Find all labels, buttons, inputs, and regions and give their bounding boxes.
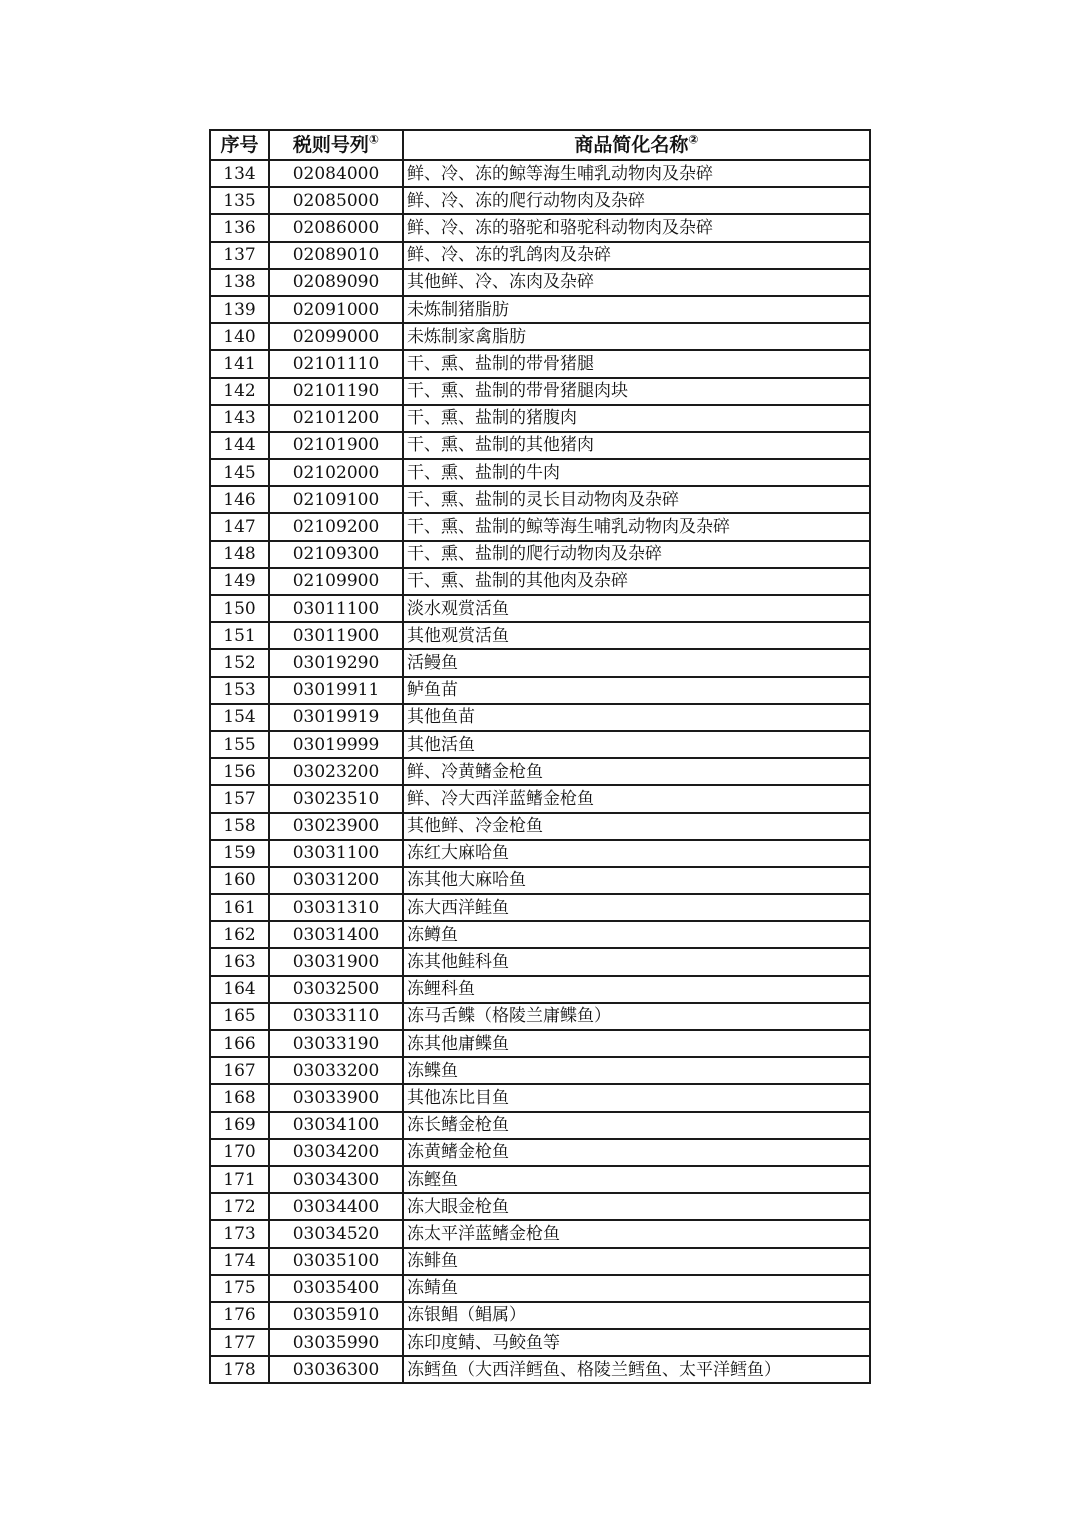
tariff-code: 03034520	[269, 1220, 403, 1247]
table-row	[210, 1166, 870, 1193]
tariff-table	[209, 129, 871, 1384]
tariff-code: 03019290	[269, 649, 403, 676]
product-name: 冻鳟鱼	[403, 921, 870, 948]
product-name: 冻大眼金枪鱼	[403, 1193, 870, 1220]
header-code-label: 税则号列	[292, 134, 369, 156]
tariff-code: 03019919	[269, 704, 403, 731]
row-index: 136	[210, 214, 269, 241]
table-row	[210, 486, 870, 513]
product-name: 鲜、冷、冻的鲸等海生哺乳动物肉及杂碎	[403, 160, 870, 187]
tariff-code: 03019999	[269, 731, 403, 758]
tariff-code: 03032500	[269, 976, 403, 1003]
tariff-code: 03034100	[269, 1112, 403, 1139]
row-index: 150	[210, 595, 269, 622]
row-index: 176	[210, 1302, 269, 1329]
product-name: 鲜、冷、冻的骆驼和骆驼科动物肉及杂碎	[403, 214, 870, 241]
product-name: 其他鱼苗	[403, 704, 870, 731]
row-index: 158	[210, 813, 269, 840]
product-name: 冻银鲳（鲳属）	[403, 1302, 870, 1329]
product-name: 鲜、冷、冻的乳鸽肉及杂碎	[403, 242, 870, 269]
table-row	[210, 758, 870, 785]
table-row	[210, 432, 870, 459]
row-index: 164	[210, 976, 269, 1003]
row-index: 154	[210, 704, 269, 731]
footnote-mark-2: ②	[688, 132, 699, 147]
table-row	[210, 1112, 870, 1139]
product-name: 活鳗鱼	[403, 649, 870, 676]
table-row	[210, 1003, 870, 1030]
row-index: 141	[210, 350, 269, 377]
product-name: 冻鲱鱼	[403, 1248, 870, 1275]
header-name-label: 商品简化名称	[574, 134, 689, 156]
product-name: 干、熏、盐制的爬行动物肉及杂碎	[403, 541, 870, 568]
row-index: 157	[210, 785, 269, 812]
product-name: 其他观赏活鱼	[403, 622, 870, 649]
product-name: 冻鲤科鱼	[403, 976, 870, 1003]
row-index: 140	[210, 323, 269, 350]
product-name: 冻长鳍金枪鱼	[403, 1112, 870, 1139]
row-index: 144	[210, 432, 269, 459]
tariff-code: 03031900	[269, 948, 403, 975]
header-row	[210, 130, 870, 160]
product-name: 干、熏、盐制的带骨猪腿肉块	[403, 378, 870, 405]
table-row	[210, 948, 870, 975]
table-row	[210, 187, 870, 214]
row-index: 134	[210, 160, 269, 187]
product-name: 冻其他鲑科鱼	[403, 948, 870, 975]
product-name: 干、熏、盐制的其他肉及杂碎	[403, 568, 870, 595]
table-row	[210, 1193, 870, 1220]
product-name: 干、熏、盐制的猪腹肉	[403, 405, 870, 432]
table-body	[210, 160, 870, 1383]
product-name: 冻太平洋蓝鳍金枪鱼	[403, 1220, 870, 1247]
product-name: 冻黄鳍金枪鱼	[403, 1139, 870, 1166]
product-name: 未炼制家禽脂肪	[403, 323, 870, 350]
tariff-code: 02101900	[269, 432, 403, 459]
row-index: 149	[210, 568, 269, 595]
tariff-code: 02089010	[269, 242, 403, 269]
row-index: 153	[210, 677, 269, 704]
row-index: 148	[210, 541, 269, 568]
row-index: 178	[210, 1356, 269, 1383]
table-row	[210, 350, 870, 377]
tariff-code: 02099000	[269, 323, 403, 350]
product-name: 其他鲜、冷金枪鱼	[403, 813, 870, 840]
table-row	[210, 622, 870, 649]
product-name: 冻大西洋鲑鱼	[403, 894, 870, 921]
product-name: 冻鲽鱼	[403, 1057, 870, 1084]
table-row	[210, 840, 870, 867]
table-row	[210, 1275, 870, 1302]
header-index	[210, 130, 269, 160]
table-row	[210, 1057, 870, 1084]
tariff-code: 03023900	[269, 813, 403, 840]
product-name: 干、熏、盐制的其他猪肉	[403, 432, 870, 459]
tariff-code: 03035100	[269, 1248, 403, 1275]
tariff-code: 02085000	[269, 187, 403, 214]
row-index: 155	[210, 731, 269, 758]
row-index: 162	[210, 921, 269, 948]
row-index: 172	[210, 1193, 269, 1220]
table-row	[210, 894, 870, 921]
row-index: 147	[210, 513, 269, 540]
row-index: 146	[210, 486, 269, 513]
table-row	[210, 568, 870, 595]
row-index: 165	[210, 1003, 269, 1030]
product-name: 未炼制猪脂肪	[403, 296, 870, 323]
product-name: 鲈鱼苗	[403, 677, 870, 704]
tariff-code: 03011100	[269, 595, 403, 622]
product-name: 冻其他庸鲽鱼	[403, 1030, 870, 1057]
row-index: 177	[210, 1329, 269, 1356]
row-index: 139	[210, 296, 269, 323]
table-row	[210, 1030, 870, 1057]
table-row	[210, 459, 870, 486]
table-header	[210, 130, 870, 160]
table-row	[210, 921, 870, 948]
table-row	[210, 867, 870, 894]
product-name: 冻鳕鱼（大西洋鳕鱼、格陵兰鳕鱼、太平洋鳕鱼）	[403, 1356, 870, 1383]
row-index: 159	[210, 840, 269, 867]
tariff-code: 03033900	[269, 1084, 403, 1111]
row-index: 151	[210, 622, 269, 649]
row-index: 170	[210, 1139, 269, 1166]
row-index: 145	[210, 459, 269, 486]
table-row	[210, 1329, 870, 1356]
tariff-code: 02091000	[269, 296, 403, 323]
tariff-code: 03034400	[269, 1193, 403, 1220]
row-index: 168	[210, 1084, 269, 1111]
tariff-code: 03019911	[269, 677, 403, 704]
table-row	[210, 649, 870, 676]
row-index: 167	[210, 1057, 269, 1084]
product-name: 冻鲭鱼	[403, 1275, 870, 1302]
tariff-code: 03033110	[269, 1003, 403, 1030]
row-index: 171	[210, 1166, 269, 1193]
tariff-code: 03035990	[269, 1329, 403, 1356]
table-row	[210, 1302, 870, 1329]
tariff-code: 02109900	[269, 568, 403, 595]
tariff-code: 02101110	[269, 350, 403, 377]
table-row	[210, 269, 870, 296]
table-row	[210, 785, 870, 812]
table-row	[210, 378, 870, 405]
table-row	[210, 405, 870, 432]
product-name: 鲜、冷黄鳍金枪鱼	[403, 758, 870, 785]
tariff-code: 02102000	[269, 459, 403, 486]
product-name: 其他鲜、冷、冻肉及杂碎	[403, 269, 870, 296]
product-name: 淡水观赏活鱼	[403, 595, 870, 622]
product-name: 干、熏、盐制的鲸等海生哺乳动物肉及杂碎	[403, 513, 870, 540]
tariff-code: 03031200	[269, 867, 403, 894]
row-index: 156	[210, 758, 269, 785]
table-row	[210, 1356, 870, 1383]
table-row	[210, 242, 870, 269]
footnote-mark-1: ①	[368, 132, 380, 147]
product-name: 干、熏、盐制的带骨猪腿	[403, 350, 870, 377]
product-name: 鲜、冷大西洋蓝鳍金枪鱼	[403, 785, 870, 812]
table-row	[210, 1248, 870, 1275]
table-row	[210, 813, 870, 840]
tariff-code: 03011900	[269, 622, 403, 649]
product-name: 冻其他大麻哈鱼	[403, 867, 870, 894]
row-index: 174	[210, 1248, 269, 1275]
tariff-code: 02086000	[269, 214, 403, 241]
header-code	[269, 130, 403, 160]
tariff-code: 02101200	[269, 405, 403, 432]
tariff-code: 03031100	[269, 840, 403, 867]
tariff-code: 03035400	[269, 1275, 403, 1302]
table-row	[210, 731, 870, 758]
product-name: 干、熏、盐制的灵长目动物肉及杂碎	[403, 486, 870, 513]
product-name: 冻鲣鱼	[403, 1166, 870, 1193]
table-row	[210, 976, 870, 1003]
tariff-code: 02101190	[269, 378, 403, 405]
tariff-code: 02109300	[269, 541, 403, 568]
table-row	[210, 296, 870, 323]
table-row	[210, 677, 870, 704]
tariff-code: 03023200	[269, 758, 403, 785]
tariff-code: 03033190	[269, 1030, 403, 1057]
tariff-code: 03033200	[269, 1057, 403, 1084]
header-name	[403, 130, 870, 160]
product-name: 其他冻比目鱼	[403, 1084, 870, 1111]
row-index: 160	[210, 867, 269, 894]
tariff-code: 03034200	[269, 1139, 403, 1166]
row-index: 138	[210, 269, 269, 296]
row-index: 166	[210, 1030, 269, 1057]
table-row	[210, 214, 870, 241]
row-index: 161	[210, 894, 269, 921]
product-name: 冻红大麻哈鱼	[403, 840, 870, 867]
row-index: 137	[210, 242, 269, 269]
tariff-code: 03036300	[269, 1356, 403, 1383]
table-row	[210, 595, 870, 622]
product-name: 冻马舌鲽（格陵兰庸鲽鱼）	[403, 1003, 870, 1030]
tariff-code: 03023510	[269, 785, 403, 812]
tariff-code: 03031310	[269, 894, 403, 921]
product-name: 鲜、冷、冻的爬行动物肉及杂碎	[403, 187, 870, 214]
table-row	[210, 513, 870, 540]
product-name: 冻印度鲭、马鲛鱼等	[403, 1329, 870, 1356]
row-index: 163	[210, 948, 269, 975]
row-index: 175	[210, 1275, 269, 1302]
tariff-code: 02109200	[269, 513, 403, 540]
tariff-code: 03035910	[269, 1302, 403, 1329]
row-index: 169	[210, 1112, 269, 1139]
row-index: 152	[210, 649, 269, 676]
product-name: 其他活鱼	[403, 731, 870, 758]
row-index: 135	[210, 187, 269, 214]
tariff-code: 03034300	[269, 1166, 403, 1193]
product-name: 干、熏、盐制的牛肉	[403, 459, 870, 486]
table-row	[210, 704, 870, 731]
table-row	[210, 1139, 870, 1166]
table-row	[210, 1084, 870, 1111]
tariff-code: 02084000	[269, 160, 403, 187]
table-row	[210, 1220, 870, 1247]
header-index-label: 序号	[220, 134, 259, 156]
table-row	[210, 541, 870, 568]
row-index: 142	[210, 378, 269, 405]
tariff-code: 02109100	[269, 486, 403, 513]
table-row	[210, 160, 870, 187]
table-row	[210, 323, 870, 350]
tariff-code: 02089090	[269, 269, 403, 296]
row-index: 143	[210, 405, 269, 432]
tariff-code: 03031400	[269, 921, 403, 948]
row-index: 173	[210, 1220, 269, 1247]
